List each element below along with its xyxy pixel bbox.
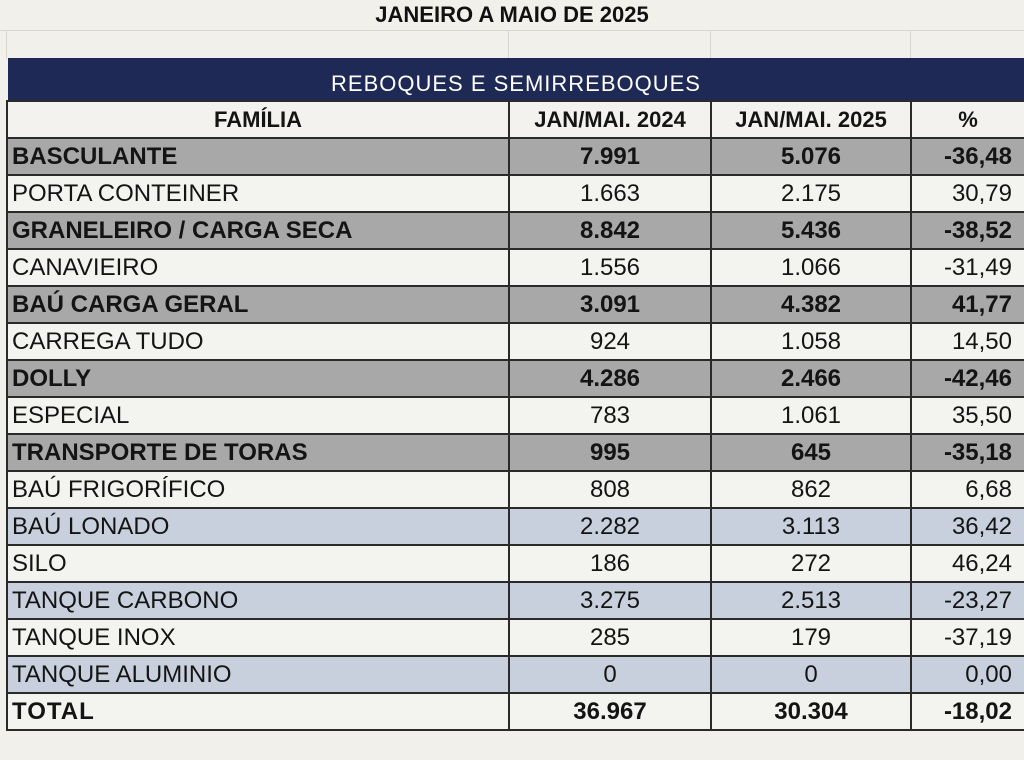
table-row (7, 397, 1024, 434)
table-row (7, 434, 1024, 471)
family-cell: DOLLY (7, 360, 509, 397)
table-row (7, 508, 1024, 545)
value-2025-cell: 179 (711, 619, 911, 656)
percent-cell: 41,77 (911, 286, 1024, 323)
value-2025-cell: 645 (711, 434, 911, 471)
percent-cell: 6,68 (911, 471, 1024, 508)
grid-line (710, 31, 711, 59)
table-row (7, 212, 1024, 249)
family-cell: BAÚ FRIGORÍFICO (7, 471, 509, 508)
percent-cell: 35,50 (911, 397, 1024, 434)
empty-header-grid (0, 30, 1024, 59)
family-cell: SILO (7, 545, 509, 582)
table-row (7, 545, 1024, 582)
value-2025-cell: 3.113 (711, 508, 911, 545)
grid-line (6, 31, 7, 59)
value-2024-cell: 2.282 (509, 508, 711, 545)
percent-cell: -36,48 (911, 138, 1024, 175)
value-2024-cell: 0 (509, 656, 711, 693)
table-row (7, 656, 1024, 693)
total-2025: 30.304 (711, 693, 911, 730)
value-2024-cell: 1.556 (509, 249, 711, 286)
value-2024-cell: 783 (509, 397, 711, 434)
section-title-band: REBOQUES E SEMIRREBOQUES (8, 58, 1024, 100)
family-cell: ESPECIAL (7, 397, 509, 434)
percent-cell: 0,00 (911, 656, 1024, 693)
value-2025-cell: 272 (711, 545, 911, 582)
value-2025-cell: 1.061 (711, 397, 911, 434)
value-2024-cell: 3.091 (509, 286, 711, 323)
total-row (7, 693, 1024, 730)
value-2025-cell: 2.513 (711, 582, 911, 619)
family-cell: TANQUE ALUMINIO (7, 656, 509, 693)
value-2025-cell: 4.382 (711, 286, 911, 323)
table-row (7, 360, 1024, 397)
grid-line (910, 31, 911, 59)
table-row (7, 323, 1024, 360)
table-row (7, 249, 1024, 286)
percent-cell: 30,79 (911, 175, 1024, 212)
page-heading: JANEIRO A MAIO DE 2025 (375, 2, 649, 27)
family-cell: TANQUE INOX (7, 619, 509, 656)
grid-line (508, 31, 509, 59)
table-row (7, 471, 1024, 508)
table-body (7, 138, 1024, 693)
table-row (7, 138, 1024, 175)
percent-cell: 36,42 (911, 508, 1024, 545)
value-2025-cell: 0 (711, 656, 911, 693)
family-cell: BAÚ CARGA GERAL (7, 286, 509, 323)
column-header-2025: JAN/MAI. 2025 (711, 101, 911, 138)
family-cell: CANAVIEIRO (7, 249, 509, 286)
value-2024-cell: 3.275 (509, 582, 711, 619)
column-header-familia: FAMÍLIA (7, 101, 509, 138)
value-2025-cell: 1.066 (711, 249, 911, 286)
family-cell: PORTA CONTEINER (7, 175, 509, 212)
table-row (7, 286, 1024, 323)
value-2024-cell: 7.991 (509, 138, 711, 175)
value-2024-cell: 995 (509, 434, 711, 471)
table-row (7, 175, 1024, 212)
family-cell: TRANSPORTE DE TORAS (7, 434, 509, 471)
value-2025-cell: 5.436 (711, 212, 911, 249)
family-cell: TANQUE CARBONO (7, 582, 509, 619)
value-2025-cell: 2.466 (711, 360, 911, 397)
percent-cell: -42,46 (911, 360, 1024, 397)
value-2025-cell: 1.058 (711, 323, 911, 360)
percent-cell: -35,18 (911, 434, 1024, 471)
table-header-row (7, 101, 1024, 138)
percent-cell: 46,24 (911, 545, 1024, 582)
family-cell: BASCULANTE (7, 138, 509, 175)
family-cell: BAÚ LONADO (7, 508, 509, 545)
value-2024-cell: 924 (509, 323, 711, 360)
value-2025-cell: 2.175 (711, 175, 911, 212)
value-2024-cell: 808 (509, 471, 711, 508)
value-2024-cell: 4.286 (509, 360, 711, 397)
trailer-family-table (6, 100, 1024, 731)
family-cell: GRANELEIRO / CARGA SECA (7, 212, 509, 249)
value-2024-cell: 186 (509, 545, 711, 582)
percent-cell: -37,19 (911, 619, 1024, 656)
total-2024: 36.967 (509, 693, 711, 730)
value-2025-cell: 5.076 (711, 138, 911, 175)
value-2024-cell: 8.842 (509, 212, 711, 249)
table-row (7, 582, 1024, 619)
value-2024-cell: 285 (509, 619, 711, 656)
column-header-percent: % (911, 101, 1024, 138)
total-percent: -18,02 (911, 693, 1024, 730)
column-header-2024: JAN/MAI. 2024 (509, 101, 711, 138)
percent-cell: 14,50 (911, 323, 1024, 360)
percent-cell: -31,49 (911, 249, 1024, 286)
value-2025-cell: 862 (711, 471, 911, 508)
family-cell: CARREGA TUDO (7, 323, 509, 360)
percent-cell: -23,27 (911, 582, 1024, 619)
percent-cell: -38,52 (911, 212, 1024, 249)
table-row (7, 619, 1024, 656)
total-label: TOTAL (7, 693, 509, 730)
value-2024-cell: 1.663 (509, 175, 711, 212)
